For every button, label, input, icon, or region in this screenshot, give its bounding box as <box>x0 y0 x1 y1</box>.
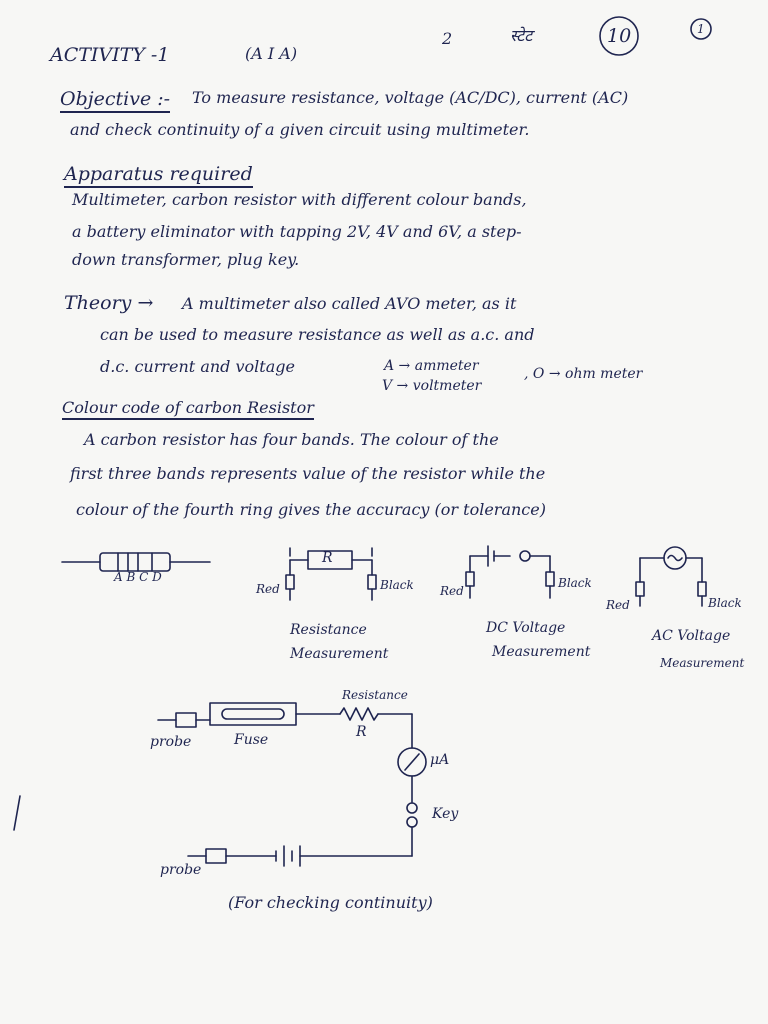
dc-red-label: Red <box>440 584 464 598</box>
continuity-resistance-label: Resistance <box>342 688 408 702</box>
ac-black-label: Black <box>708 596 742 610</box>
continuity-r-label: R <box>356 724 367 740</box>
ac-voltage-measurement-drawing <box>636 547 706 606</box>
colour-code-line-2: first three bands represents value of the resistor while the <box>70 464 546 483</box>
resistance-red-label: Red <box>256 582 280 596</box>
ac-caption-1: AC Voltage <box>652 628 731 644</box>
theory-legend-voltmeter: V → voltmeter <box>382 378 482 394</box>
apparatus-heading: Apparatus required <box>64 163 253 188</box>
fuse-label: Fuse <box>234 732 269 748</box>
theory-label: Theory → <box>64 292 154 314</box>
apparatus-line-1: Multimeter, carbon resistor with different colour bands, <box>72 190 527 209</box>
ac-caption-2: Measurement <box>660 656 745 670</box>
continuity-circuit-drawing <box>158 703 426 866</box>
resistor-r-label: R <box>322 550 333 566</box>
activity-code: (A I A) <box>245 44 298 63</box>
dc-voltage-measurement-drawing <box>466 546 554 598</box>
theory-legend-ohm: , O → ohm meter <box>524 366 643 382</box>
apparatus-line-3: down transformer, plug key. <box>72 250 300 269</box>
objective-line-1: To measure resistance, voltage (AC/DC), current (AC) <box>192 88 629 107</box>
resistance-black-label: Black <box>380 578 414 592</box>
objective-label: Objective :- <box>60 88 170 113</box>
colour-code-line-1: A carbon resistor has four bands. The colour of the <box>84 430 499 449</box>
carbon-resistor-drawing <box>62 553 210 571</box>
activity-title: ACTIVITY -1 <box>50 44 170 66</box>
resistor-band-labels: A B C D <box>114 570 162 584</box>
dc-caption-2: Measurement <box>492 644 591 660</box>
objective-line-2: and check continuity of a given circuit using multimeter. <box>70 120 530 139</box>
ac-red-label: Red <box>606 598 630 612</box>
probe-label-bottom: probe <box>160 862 202 878</box>
colour-code-heading: Colour code of carbon Resistor <box>62 398 314 420</box>
theory-line-1: A multimeter also called AVO meter, as it <box>182 294 517 313</box>
page-number: 1 <box>697 22 705 36</box>
theory-line-2: can be used to measure resistance as well as a.c. and <box>100 325 535 344</box>
margin-mark-a: 2 <box>442 29 453 48</box>
probe-label-top: probe <box>150 734 192 750</box>
theory-legend-ammeter: A → ammeter <box>384 358 479 374</box>
apparatus-line-2: a battery eliminator with tapping 2V, 4V and 6V, a step- <box>72 222 522 241</box>
dc-caption-1: DC Voltage <box>486 620 566 636</box>
dc-black-label: Black <box>558 576 592 590</box>
continuity-caption: (For checking continuity) <box>228 893 433 912</box>
theory-line-3: d.c. current and voltage <box>100 357 295 376</box>
key-label: Key <box>432 806 459 822</box>
resistance-caption-1: Resistance <box>290 622 367 638</box>
margin-mark <box>14 796 20 830</box>
meter-label: μA <box>430 752 450 768</box>
score-value: 10 <box>607 25 632 47</box>
colour-code-line-3: colour of the fourth ring gives the accuracy (or tolerance) <box>76 500 546 519</box>
resistance-caption-2: Measurement <box>290 646 389 662</box>
margin-mark-b: स्टेट <box>510 26 533 45</box>
